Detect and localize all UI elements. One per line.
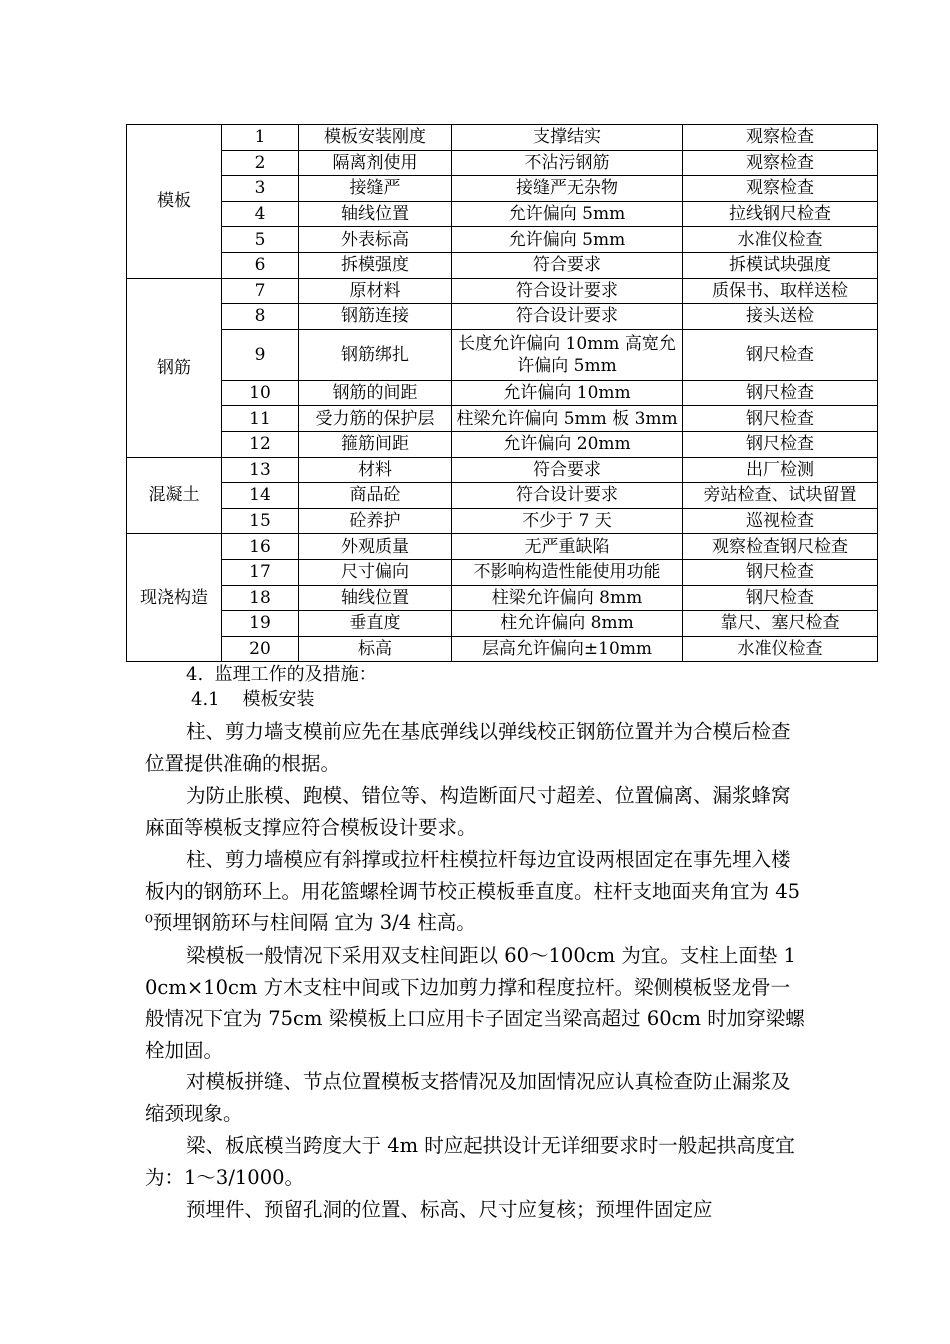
requirement-cell: 不少于 7 天 (452, 508, 683, 534)
item-cell: 钢筋绑扎 (299, 329, 452, 380)
method-cell: 钢尺检查 (683, 406, 878, 432)
item-cell: 轴线位置 (299, 585, 452, 611)
row-number-cell: 13 (222, 457, 299, 483)
requirement-cell: 无严重缺陷 (452, 534, 683, 560)
paragraph: 梁、板底模当跨度大于 4m 时应起拱设计无详细要求时一般起拱高度宜为：1～3/1000。 (145, 1134, 795, 1189)
table-row (127, 125, 878, 151)
table-row (127, 508, 878, 534)
requirement-cell: 符合设计要求 (452, 483, 683, 509)
section-heading: 4. 监理工作的及措施： (186, 664, 377, 685)
method-cell: 质保书、取样送检 (683, 278, 878, 304)
row-number-cell: 5 (222, 227, 299, 253)
requirement-cell: 符合设计要求 (452, 304, 683, 330)
paragraph: 为防止胀模、跑模、错位等、构造断面尺寸超差、位置偏离、漏浆蜂窝麻面等模板支撑应符合模板设计要求。 (145, 784, 791, 839)
item-cell: 钢筋的间距 (299, 380, 452, 406)
row-number-cell: 4 (222, 201, 299, 227)
requirement-cell: 支撑结实 (452, 125, 683, 151)
item-cell: 模板安装刚度 (299, 125, 452, 151)
table-row (127, 406, 878, 432)
table-row (127, 329, 878, 380)
row-number-cell: 9 (222, 329, 299, 380)
item-cell: 箍筋间距 (299, 431, 452, 457)
requirement-cell: 不沾污钢筋 (452, 150, 683, 176)
method-cell: 拆模试块强度 (683, 252, 878, 278)
item-cell: 轴线位置 (299, 201, 452, 227)
requirement-cell: 长度允许偏向 10mm 高宽允许偏向 5mm (452, 329, 683, 380)
table-row (127, 483, 878, 509)
requirement-cell: 柱允许偏向 8mm (452, 611, 683, 637)
requirement-cell: 允许偏向 20mm (452, 431, 683, 457)
row-number-cell: 15 (222, 508, 299, 534)
table-row (127, 278, 878, 304)
table-row (127, 534, 878, 560)
requirement-cell: 柱梁允许偏向 5mm 板 3mm (452, 406, 683, 432)
item-cell: 商品砼 (299, 483, 452, 509)
table-row (127, 227, 878, 253)
requirement-cell: 不影响构造性能使用功能 (452, 559, 683, 585)
item-cell: 原材料 (299, 278, 452, 304)
method-cell: 出厂检测 (683, 457, 878, 483)
item-cell: 受力筋的保护层 (299, 406, 452, 432)
category-cell: 钢筋 (127, 278, 222, 457)
category-cell: 混凝土 (127, 457, 222, 534)
row-number-cell: 3 (222, 176, 299, 202)
item-cell: 外表标高 (299, 227, 452, 253)
method-cell: 观察检查 (683, 176, 878, 202)
method-cell: 接头送检 (683, 304, 878, 330)
row-number-cell: 20 (222, 636, 299, 662)
item-cell: 材料 (299, 457, 452, 483)
requirement-cell: 符合设计要求 (452, 278, 683, 304)
item-cell: 垂直度 (299, 611, 452, 637)
row-number-cell: 10 (222, 380, 299, 406)
row-number-cell: 1 (222, 125, 299, 151)
requirement-cell: 柱梁允许偏向 8mm (452, 585, 683, 611)
row-number-cell: 18 (222, 585, 299, 611)
item-cell: 标高 (299, 636, 452, 662)
requirement-cell: 允许偏向 5mm (452, 201, 683, 227)
table-row (127, 304, 878, 330)
item-cell: 接缝严 (299, 176, 452, 202)
table-row (127, 380, 878, 406)
table-row (127, 457, 878, 483)
method-cell: 靠尺、塞尺检查 (683, 611, 878, 637)
table-row (127, 201, 878, 227)
table-row (127, 611, 878, 637)
requirement-cell: 层高允许偏向±10mm (452, 636, 683, 662)
method-cell: 旁站检查、试块留置 (683, 483, 878, 509)
item-cell: 外观质量 (299, 534, 452, 560)
row-number-cell: 7 (222, 278, 299, 304)
requirement-cell: 接缝严无杂物 (452, 176, 683, 202)
row-number-cell: 14 (222, 483, 299, 509)
table-row (127, 176, 878, 202)
row-number-cell: 16 (222, 534, 299, 560)
paragraph: 柱、剪力墙模应有斜撑或拉杆柱模拉杆每边宜设两根固定在事先埋入楼板内的钢筋环上。用花篮螺栓调节校正模板垂直度。柱杆支地面夹角宜为 45⁰预埋钢筋环与柱间隔 宜为 3/4 柱高。 (145, 848, 801, 935)
item-cell: 钢筋连接 (299, 304, 452, 330)
table-row (127, 636, 878, 662)
method-cell: 钢尺检查 (683, 380, 878, 406)
paragraph: 对模板拼缝、节点位置模板支搭情况及加固情况应认真检查防止漏浆及缩颈现象。 (145, 1070, 791, 1125)
paragraph: 预埋件、预留孔洞的位置、标高、尺寸应复核；预埋件固定应 (186, 1198, 713, 1221)
item-cell: 砼养护 (299, 508, 452, 534)
method-cell: 拉线钢尺检查 (683, 201, 878, 227)
row-number-cell: 6 (222, 252, 299, 278)
item-cell: 尺寸偏向 (299, 559, 452, 585)
inspection-table-body (127, 125, 878, 662)
method-cell: 水准仪检查 (683, 636, 878, 662)
paragraph: 柱、剪力墙支模前应先在基底弹线以弹线校正钢筋位置并为合模后检查位置提供准确的根据。 (145, 720, 791, 775)
method-cell: 钢尺检查 (683, 585, 878, 611)
method-cell: 观察检查 (683, 125, 878, 151)
table-row (127, 585, 878, 611)
method-cell: 钢尺检查 (683, 431, 878, 457)
method-cell: 钢尺检查 (683, 329, 878, 380)
method-cell: 钢尺检查 (683, 559, 878, 585)
table-row (127, 431, 878, 457)
method-cell: 观察检查 (683, 150, 878, 176)
method-cell: 水准仪检查 (683, 227, 878, 253)
requirement-cell: 符合要求 (452, 252, 683, 278)
requirement-cell: 允许偏向 5mm (452, 227, 683, 253)
item-cell: 拆模强度 (299, 252, 452, 278)
inspection-table (126, 124, 878, 662)
row-number-cell: 11 (222, 406, 299, 432)
subsection-heading: 4.1 模板安装 (191, 689, 315, 710)
item-cell: 隔离剂使用 (299, 150, 452, 176)
category-cell: 模板 (127, 125, 222, 279)
requirement-cell: 允许偏向 10mm (452, 380, 683, 406)
row-number-cell: 2 (222, 150, 299, 176)
requirement-cell: 符合要求 (452, 457, 683, 483)
row-number-cell: 19 (222, 611, 299, 637)
row-number-cell: 17 (222, 559, 299, 585)
paragraph: 梁模板一般情况下采用双支柱间距以 60～100cm 为宜。支柱上面垫 10cm×10cm 方木支柱中间或下边加剪力撑和程度拉杆。梁侧模板竖龙骨一般情况下宜为 75cm 梁模板上口应用卡子固定当梁高超过 60cm 时加穿梁螺栓加固。 (145, 944, 805, 1063)
category-cell: 现浇构造 (127, 534, 222, 662)
row-number-cell: 12 (222, 431, 299, 457)
table-row (127, 252, 878, 278)
method-cell: 观察检查钢尺检查 (683, 534, 878, 560)
table-row (127, 150, 878, 176)
row-number-cell: 8 (222, 304, 299, 330)
table-row (127, 559, 878, 585)
method-cell: 巡视检查 (683, 508, 878, 534)
